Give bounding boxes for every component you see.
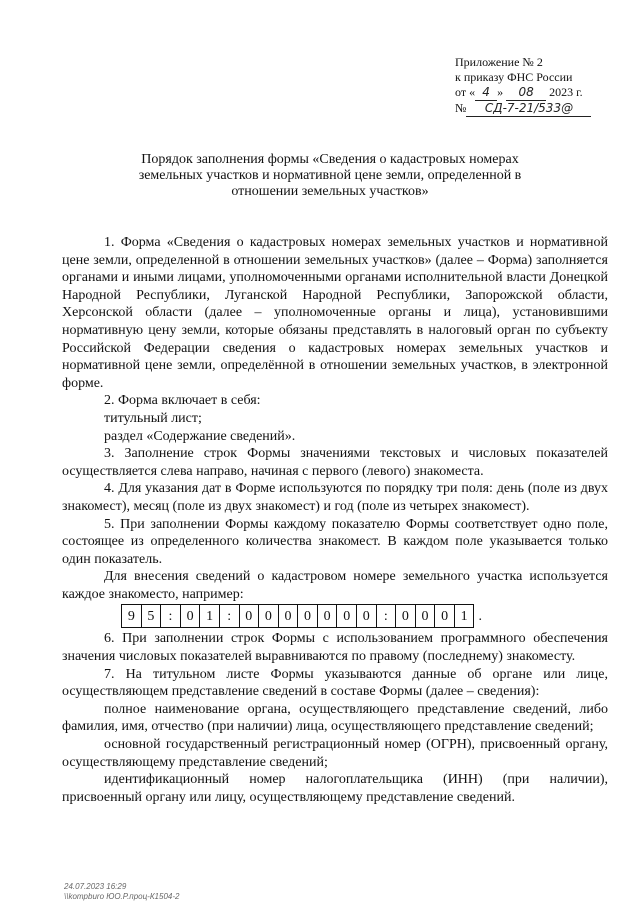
cadastral-cell: 0 [278,604,299,628]
cadastral-cell: 9 [121,604,142,628]
appendix-date: от « 4 » 08 2023 г. [455,85,583,99]
appendix-line-2: к приказу ФНС России [455,70,573,84]
paragraph-2: 2. Форма включает в себя: [104,393,261,409]
handwritten-order-number: СД-7-21/533@ [466,101,591,117]
cadastral-cell: 0 [258,604,279,628]
cadastral-cell: 0 [297,604,318,628]
document-title: Порядок заполнения формы «Сведения о кадастровых номерах земельных участков и нормативной цене земли, определенной в отношении земельных участков» [138,152,522,199]
appendix-line-1: Приложение № 2 [455,55,543,69]
paragraph-2b: раздел «Содержание сведений». [104,428,296,444]
cadastral-cell: 0 [180,604,201,628]
cadastral-cell: 5 [141,604,162,628]
appendix-number: № СД-7-21/533@ [455,101,625,117]
cadastral-cell: 0 [395,604,416,628]
paragraph-7b: основной государственный регистрационный номер (ОГРН), присвоенный органу, осуществляющему представление сведений; [62,737,608,770]
cadastral-cell: : [219,604,240,628]
paragraph-2a: титульный лист; [104,410,202,426]
cadastral-end-mark: . [478,608,482,624]
paragraph-4: 4. Для указания дат в Форме используются по порядку три поля: день (поле из двух знакомест), месяц (поле из двух знакомест) и год (поле из четырех знакомест). [62,481,608,514]
cadastral-cell: 0 [239,604,260,628]
cadastral-cell: 0 [336,604,357,628]
cadastral-cell: 0 [415,604,436,628]
cadastral-cell: 1 [199,604,220,628]
document-body [62,234,608,806]
cadastral-cell: : [376,604,397,628]
handwritten-day: 4 [475,85,497,101]
paragraph-7c: идентификационный номер налогоплательщика (ИНН) (при наличии), присвоенный органу или лицу, осуществляющему представление сведений. [62,772,608,805]
handwritten-month: 08 [506,85,546,101]
cadastral-number-example [122,604,482,628]
cadastral-cell: 0 [434,604,455,628]
cadastral-cell: 0 [356,604,377,628]
cadastral-cell: : [160,604,181,628]
cadastral-cell: 0 [317,604,338,628]
paragraph-7: 7. На титульном листе Формы указываются данные об органе или лице, осуществляющем представление сведений в составе Формы (далее – сведения): [62,666,608,700]
paragraph-3: 3. Заполнение строк Формы значениями текстовых и числовых показателей осуществляется слева направо, начиная с первого (левого) знакоместа. [62,446,608,479]
paragraph-6: 6. При заполнении строк Формы с использованием программного обеспечения значения числовых показателей выравниваются по правому (последнему) знакоместу. [62,631,608,665]
appendix-block [455,55,625,117]
footer-stamp [64,882,179,902]
cadastral-cell: 1 [454,604,475,628]
paragraph-5: 5. При заполнении Формы каждому показателю Формы соответствует одно поле, состоящее из определенного количества знакомест. В каждом поле указывается только один показатель. [62,516,608,567]
footer-line-2: \\kompburo ЮО.P.проц-К1504-2 [64,892,180,901]
paragraph-1: 1. Форма «Сведения о кадастровых номерах земельных участков и нормативной цене земли, определенной в отношении земельных участков» (далее – Форма) заполняется органами и иными лицами, уполномоченными органами исполнительной власти Донецкой Народной Республики, Луганской Народной Республики, Запорожской области, Херсонской области (далее – уполномоченные органы и лица), установившими нормативную цену земли, которые обязаны представлять в налоговый орган по субъекту Российской Федерации сведения о кадастровых номерах земельных участков и нормативной цене земли, определённой в отношении земельных участков, в электронной форме. [62,235,608,391]
paragraph-7a: полное наименование органа, осуществляющего представление сведений, либо фамилия, имя, отчество (при наличии) лица, осуществляющего представление сведений; [62,701,608,735]
paragraph-5b: Для внесения сведений о кадастровом номере земельного участка используется каждое знакоместо, например: [62,569,608,602]
footer-line-1: 24.07.2023 16:29 [64,882,127,891]
